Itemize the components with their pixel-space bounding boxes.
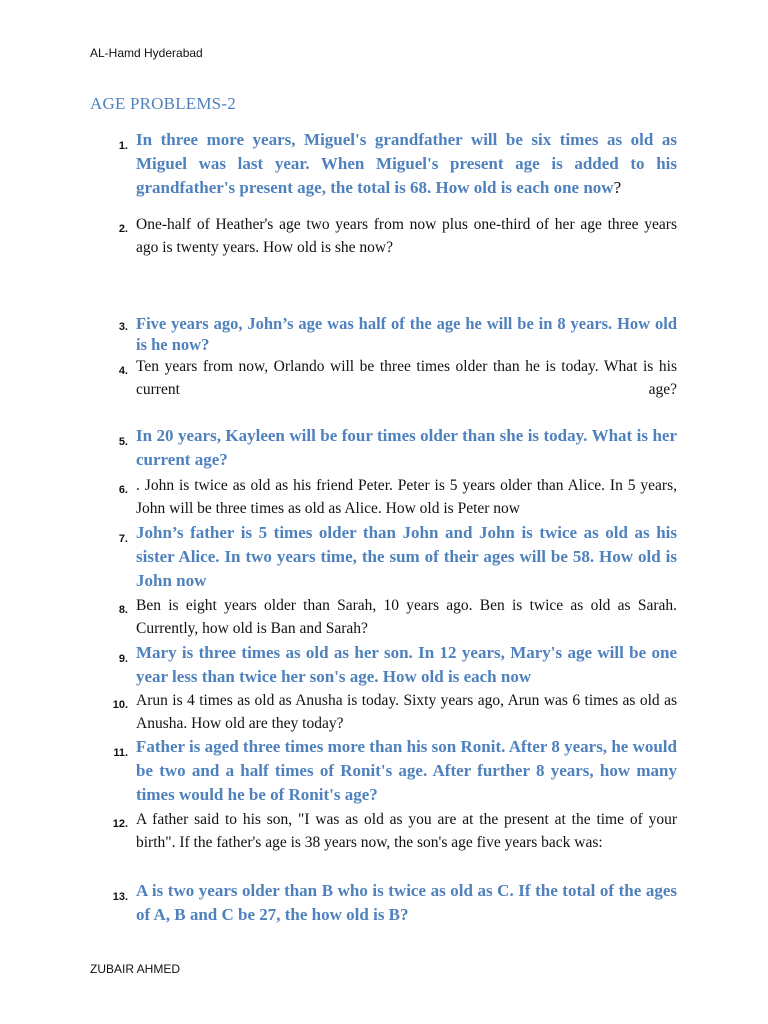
problem-number: 7. (118, 533, 128, 545)
problem-text: Ben is eight years older than Sarah, 10 years ago. Ben is twice as old as Sarah. Currently, how old is Ban and Sarah? (136, 597, 677, 637)
problem-text: Ten years from now, Orlando will be three times older than he is today. What is his current age? (136, 358, 677, 398)
problem-text (136, 128, 677, 200)
problem-text: A father said to his son, "I was as old as you are at the present at the time of your birth". If the father's age is 38 years now, the son's age five years back was: (136, 811, 677, 851)
problem-text: Mary is three times as old as her son. In 12 years, Mary's age will be one year less than twice her son's age. How old is each now (136, 643, 677, 686)
problem-suffix: ? (613, 178, 622, 197)
problem-number: 5. (118, 436, 128, 448)
page-footer: ZUBAIR AHMED (90, 962, 181, 976)
problem-number: 2. (118, 223, 128, 235)
problem-number: 11. (113, 747, 128, 759)
problem-text: Five years ago, John’s age was half of the age he will be in 8 years. How old is he now? (136, 314, 677, 354)
problem-text: A is two years older than B who is twice as old as C. If the total of the ages of A, B and C be 27, the how old is B? (136, 881, 677, 924)
problem-number: 3. (118, 321, 128, 333)
problem-text: One-half of Heather's age two years from now plus one-third of her age three years ago is twenty years. How old is she now? (136, 216, 677, 256)
problem-number: 13. (112, 891, 128, 903)
page-header: AL-Hamd Hyderabad (90, 46, 203, 60)
page-title: AGE PROBLEMS-2 (90, 94, 236, 113)
problem-text: Arun is 4 times as old as Anusha is today. Sixty years ago, Arun was 6 times as old as Anusha. How old are they today? (136, 692, 677, 732)
problem-number: 6. (118, 484, 128, 496)
problem-text: . John is twice as old as his friend Peter. Peter is 5 years older than Alice. In 5 years, John will be three times as old as Alice. How old is Peter now (136, 477, 677, 517)
problem-body: In three more years, Miguel's grandfather will be six times as old as Miguel was last year. When Miguel's present age is added to his grandfather's present age, the total is 68. How old is each one now (136, 130, 677, 197)
problem-number: 4. (118, 365, 128, 377)
problem-number: 12. (112, 818, 128, 830)
problem-number: 10. (112, 699, 128, 711)
problem-text: Father is aged three times more than his son Ronit. After 8 years, he would be two and a half times of Ronit's age. After further 8 years, how many times would he be of Ronit's age? (136, 737, 677, 804)
problem-number: 9. (118, 653, 128, 665)
problem-text: In 20 years, Kayleen will be four times older than she is today. What is her current age? (136, 426, 677, 469)
problem-number: 1. (118, 140, 128, 152)
problem-number: 8. (118, 604, 128, 616)
problem-text: John’s father is 5 times older than John and John is twice as old as his sister Alice. In two years time, the sum of their ages will be 58. How old is John now (136, 523, 677, 590)
